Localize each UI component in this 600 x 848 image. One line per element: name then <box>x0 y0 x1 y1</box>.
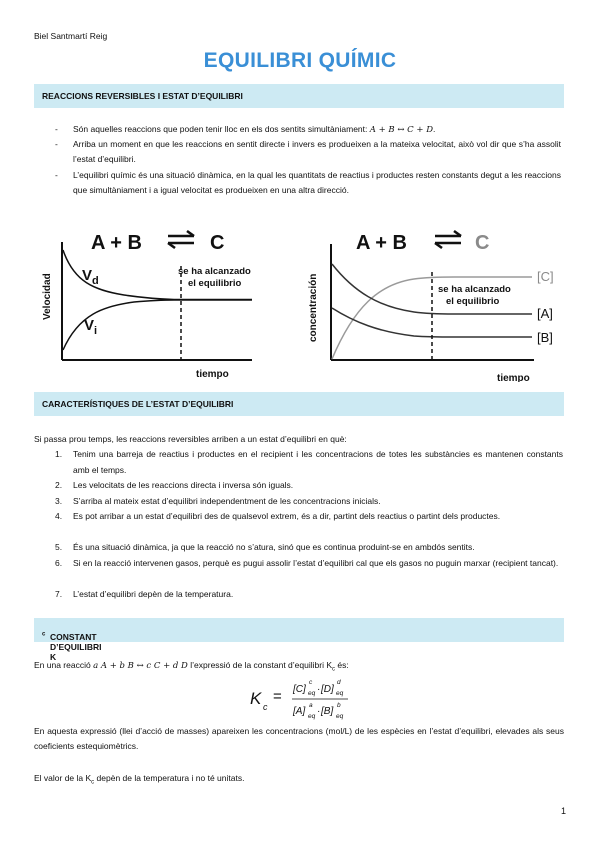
author-name: Biel Santmartí Reig <box>34 31 108 41</box>
numerator-d: [D] <box>321 684 334 695</box>
list-item: 1. Tenim una barreja de reactius i productes en el recipient i les concentracions de totes les substàncies es mantenen constants amb el temps. <box>55 449 563 475</box>
equilibrium-arrows-icon <box>168 231 194 248</box>
y-axis-label: concentración <box>308 273 319 342</box>
section-heading: CONSTANT D’EQUILIBRI K $_c$ <box>42 631 102 662</box>
kc-equals: = <box>273 688 282 705</box>
reaction-product: C <box>475 232 490 254</box>
concentration-graph <box>308 231 554 382</box>
bullet-text: Arriba un moment en que les reaccions en sentit directe i invers es produeixen a la mateixa velocitat, això vol dir que s’ha assolit l’estat d’equilibri. <box>73 139 561 164</box>
bullet-item <box>55 122 561 138</box>
section-heading: CARACTERÍSTIQUES DE L’ESTAT D’EQUILIBRI <box>42 399 234 409</box>
section-header-reversible <box>34 84 564 108</box>
svg-text:d: d <box>337 679 341 686</box>
section-header-constant <box>34 618 564 662</box>
svg-text:·: · <box>317 684 321 695</box>
constant-explanation: En aquesta expressió (llei d’acció de masses) apareixen les concentracions (mol/L) de les espècies en l’estat d’equilibri, elevades als seus coeficients estequiomètrics. <box>34 726 564 751</box>
section-header-characteristics <box>34 392 564 416</box>
list-item: 7. L’estat d’equilibri depèn de la temperatura. <box>55 588 234 599</box>
equilibrium-annotation-1: se ha alcanzado <box>438 284 511 295</box>
bullet-text: L’equilibri químic és una situació dinàmica, en la qual les quantitats de reactius i productes resten constants degut a les reaccions que simultàniament i a igual velocitat es produeixen en una altra direcció. <box>73 170 561 195</box>
equilibrium-annotation-2: el equilibrio <box>446 296 500 307</box>
bullet-item <box>55 168 561 198</box>
kc-formula <box>240 672 380 724</box>
vi-label: $V_i$ <box>84 317 98 337</box>
list-item: 5. És una situació dinàmica, ja que la reacció no s’atura, sinó que es continua produint-se en ambdós sentits. <box>55 542 475 552</box>
denominator-a: [A] <box>293 706 306 717</box>
y-axis-label: Velocidad <box>42 273 53 320</box>
list-item: 4. Es pot arribar a un estat d’equilibri des de qualsevol extrem, és a dir, partint dels reactius o partint dels productes. <box>55 511 501 521</box>
kc-symbol: K <box>250 689 262 708</box>
equilibrium-figures <box>34 222 564 382</box>
svg-text:c: c <box>309 679 313 686</box>
label-b: [B] <box>537 330 553 345</box>
svg-text:b: b <box>337 702 341 709</box>
reaction-reactants: A + B <box>91 232 142 254</box>
x-axis-label: tiempo <box>497 373 530 382</box>
bullet-mark: - <box>55 124 58 134</box>
bullet-item <box>55 137 561 167</box>
general-reaction: a A + b B ↔ c C + d D <box>93 661 188 671</box>
svg-text:eq: eq <box>308 690 316 697</box>
equilibrium-arrows-icon <box>435 231 461 248</box>
section-heading: REACCIONS REVERSIBLES I ESTAT D’EQUILIBRI <box>42 91 243 101</box>
label-c: [C] <box>537 269 554 284</box>
svg-text:a: a <box>309 702 313 709</box>
list-item: 2. Les velocitats de les reaccions directa i inversa són iguals. <box>55 480 294 490</box>
kc-subscript: c <box>263 702 268 712</box>
constant-intro: En una reacció a A + b B ↔ c C + d D l’expressió de la constant d’equilibri $K_c$ és: <box>34 660 349 673</box>
reaction-product: C <box>210 232 225 254</box>
bullet-mark: - <box>55 170 58 180</box>
denominator-b: [B] <box>321 706 334 717</box>
vd-label: $V_d$ <box>82 267 99 287</box>
velocity-graph <box>42 231 252 380</box>
svg-text:eq: eq <box>308 713 316 720</box>
svg-text:eq: eq <box>336 713 344 720</box>
page-title: EQUILIBRI QUÍMIC <box>203 49 397 72</box>
list-item: 3. S’arriba al mateix estat d’equilibri independentment de les concentracions inicials. <box>55 495 381 506</box>
reaction-reactants: A + B <box>356 232 407 254</box>
equilibrium-annotation-2: el equilibrio <box>188 278 242 289</box>
list-item: 6. Si en la reacció intervenen gasos, perquè es pugui assolir l’estat d’equilibri cal que els gasos no puguin marxar (recipient tancat). <box>55 557 559 568</box>
svg-text:eq: eq <box>336 690 344 697</box>
label-a: [A] <box>537 306 553 321</box>
constant-temperature-note: El valor de la $K_c$ depèn de la temperatura i no té unitats. <box>34 773 245 786</box>
page-number: 1 <box>560 806 566 816</box>
equilibrium-annotation-1: se ha alcanzado <box>178 266 251 277</box>
characteristics-intro: Si passa prou temps, les reaccions reversibles arriben a un estat d’equilibri en què: <box>34 434 347 444</box>
svg-text:·: · <box>317 706 321 717</box>
bullet-text: Són aquelles reaccions que poden tenir lloc en els dos sentits simultàniament: <box>73 124 370 134</box>
reaction-formula: A + B ↔ C + D <box>369 125 434 135</box>
bullet-text-end: . <box>433 124 436 134</box>
x-axis-label: tiempo <box>196 369 229 380</box>
numerator-c: [C] <box>293 684 306 695</box>
bullet-mark: - <box>55 139 58 149</box>
